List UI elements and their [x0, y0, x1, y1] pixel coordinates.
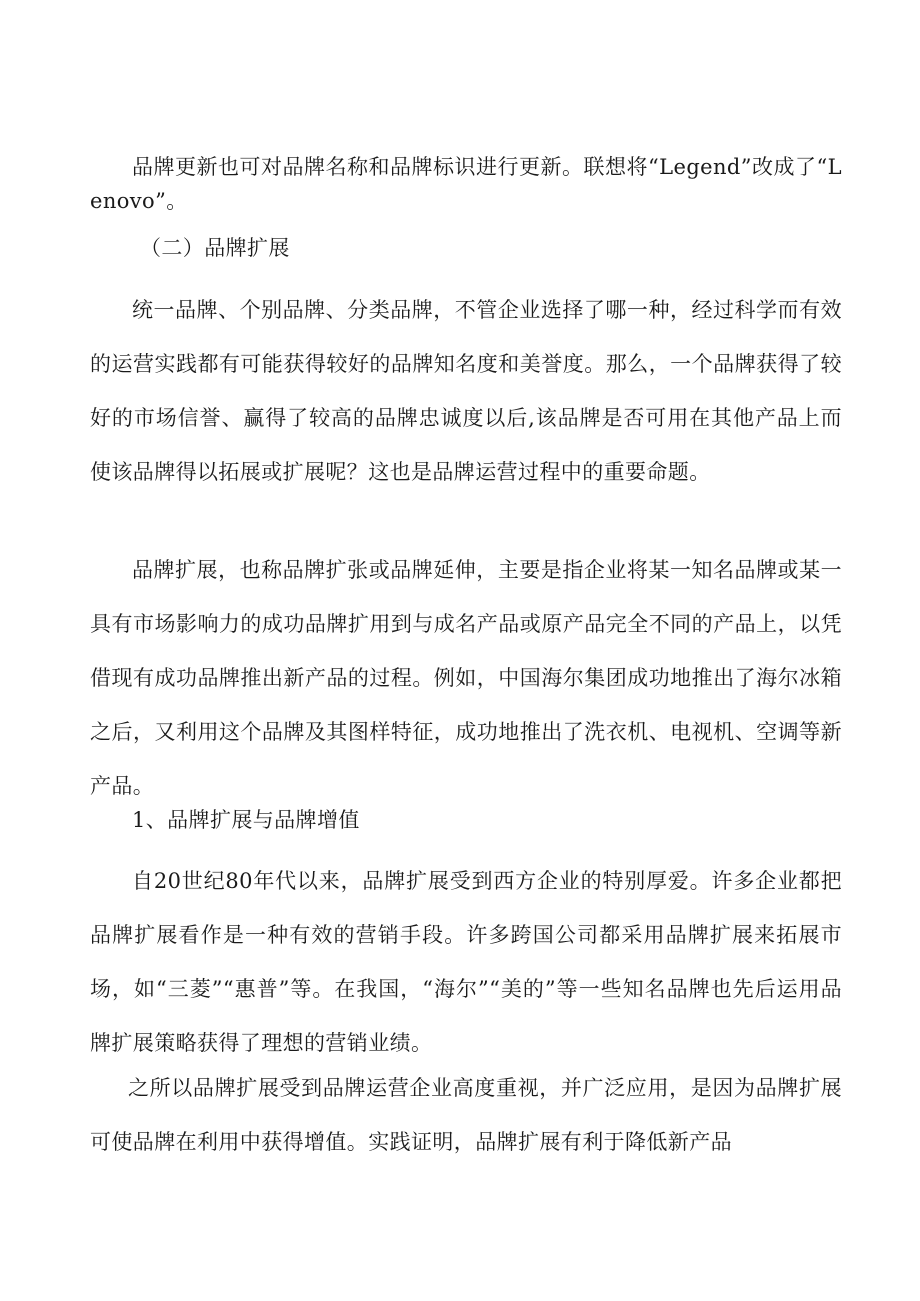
paragraph-brand-choice: 统一品牌、个别品牌、分类品牌，不管企业选择了哪一种，经过科学而有效的运营实践都有可能获得较好的品牌知名度和美誉度。那么，一个品牌获得了较好的市场信誉、赢得了较高的品牌忠诚度以后,该品牌是否可用在其他产品上而使该品牌得以拓展或扩展呢？这也是品牌运营过程中的重要命题。 — [90, 298, 842, 484]
paragraph-brand-update: 品牌更新也可对品牌名称和品牌标识进行更新。联想将“Legend”改成了“Lenovo”。 — [90, 155, 842, 213]
section-heading-brand-extension: （二）品牌扩展 — [140, 236, 290, 260]
paragraph-value-added: 之所以品牌扩展受到品牌运营企业高度重视，并广泛应用，是因为品牌扩展可使品牌在利用中获得增值。实践证明，品牌扩展有利于降低新产品 — [90, 1076, 842, 1154]
paragraph-western-firms: 自20世纪80年代以来，品牌扩展受到西方企业的特别厚爱。许多企业都把品牌扩展看作是一种有效的营销手段。许多跨国公司都采用品牌扩展来拓展市场，如“三菱”“惠普”等。在我国，“海尔”“美的”等一些知名品牌也先后运用品牌扩展策略获得了理想的营销业绩。 — [90, 869, 842, 1055]
subsection-heading-brand-value: 1、品牌扩展与品牌增值 — [132, 808, 360, 832]
paragraph-brand-extension-definition: 品牌扩展，也称品牌扩张或品牌延伸，主要是指企业将某一知名品牌或某一具有市场影响力的成功品牌扩用到与成名产品或原产品完全不同的产品上，以凭借现有成功品牌推出新产品的过程。例如，中国海尔集团成功地推出了海尔冰箱之后，又利用这个品牌及其图样特征，成功地推出了洗衣机、电视机、空调等新产品。 — [90, 558, 842, 798]
